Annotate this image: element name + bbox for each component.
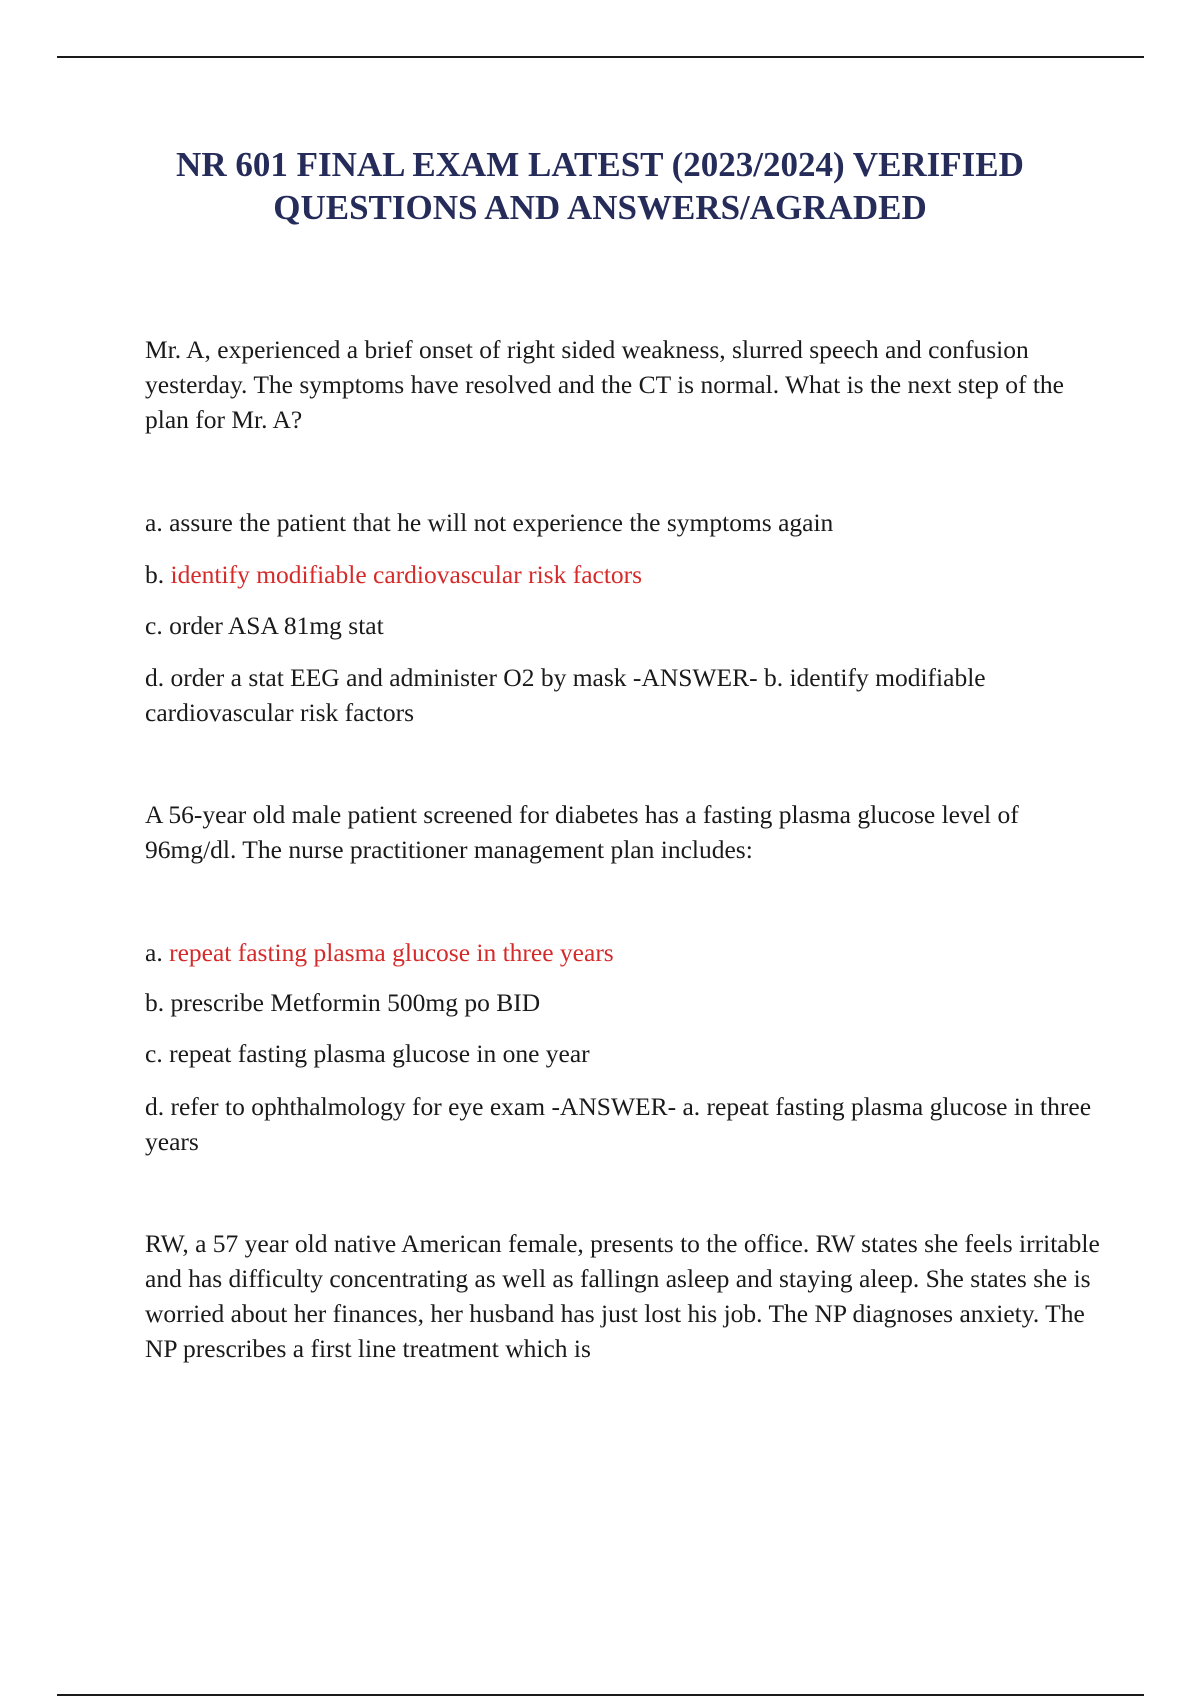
option-text: repeat fasting plasma glucose in one year <box>169 1039 590 1068</box>
option-prefix: d. <box>145 1092 171 1121</box>
option-prefix: c. <box>145 1039 170 1068</box>
option-prefix: c. <box>145 611 170 640</box>
option-text: prescribe Metformin 500mg po BID <box>170 988 541 1017</box>
option-prefix: b. <box>145 560 171 589</box>
option-text: order ASA 81mg stat <box>169 611 384 640</box>
option-prefix: d. <box>145 663 171 692</box>
option-prefix: a. <box>145 508 170 537</box>
document-title <box>100 143 1100 229</box>
question-2-option-d <box>145 1089 1105 1159</box>
option-prefix: a. <box>145 938 170 967</box>
option-text-highlighted: repeat fasting plasma glucose in three years <box>169 938 614 967</box>
option-text-highlighted: identify modifiable cardiovascular risk factors <box>170 560 643 589</box>
title-line-2: QUESTIONS AND ANSWERS/AGRADED <box>273 188 927 227</box>
question-2-option-c <box>145 1036 1105 1071</box>
option-prefix: b. <box>145 988 171 1017</box>
question-1-stem: Mr. A, experienced a brief onset of right sided weakness, slurred speech and confusion yesterday. The symptoms have resolved and the CT is normal. What is the next step of the plan for Mr. A? <box>145 335 1064 434</box>
question-2-stem: A 56-year old male patient screened for diabetes has a fasting plasma glucose level of 96mg/dl. The nurse practitioner management plan includes: <box>145 800 1019 864</box>
question-1-option-b <box>145 557 1105 592</box>
option-text: refer to ophthalmology for eye exam -ANSWER- a. repeat fasting plasma glucose in three years <box>145 1092 1092 1156</box>
question-1-option-a <box>145 505 1105 540</box>
question-3-stem: RW, a 57 year old native American female, presents to the office. RW states she feels irritable and has difficulty concentrating as well as fallingn asleep and staying aleep. She states she is worried about her finances, her husband has just lost his job. The NP diagnoses anxiety. The NP prescribes a first line treatment which is <box>145 1229 1100 1363</box>
title-line-1: NR 601 FINAL EXAM LATEST (2023/2024) VERIFIED <box>176 145 1024 184</box>
option-text: assure the patient that he will not experience the symptoms again <box>169 508 834 537</box>
question-2-option-a <box>145 935 1105 970</box>
question-1-option-c <box>145 608 1105 643</box>
top-rule <box>57 56 1144 58</box>
question-1-option-d <box>145 660 1105 730</box>
question-2-option-b <box>145 985 1105 1020</box>
option-text: order a stat EEG and administer O2 by mask -ANSWER- b. identify modifiable cardiovascular risk factors <box>145 663 986 727</box>
bottom-rule <box>57 1694 1144 1696</box>
